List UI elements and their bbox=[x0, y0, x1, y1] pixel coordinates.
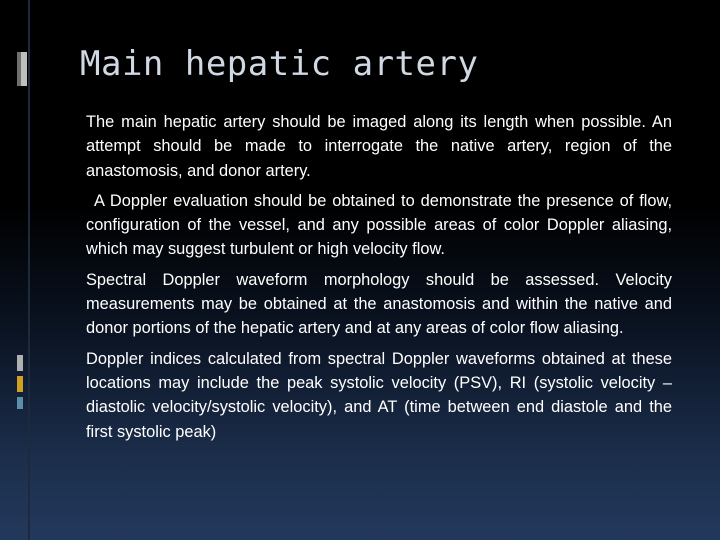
paragraph-spectral-waveform: Spectral Doppler waveform morphology should be assessed. Velocity measurements may be obtained at the anastomosis and within the native and donor portions of the hepatic artery and at any areas of color flow aliasing. bbox=[86, 270, 672, 338]
title-accent-block bbox=[17, 52, 27, 86]
accent-block-gray bbox=[17, 355, 23, 371]
paragraph-doppler-indices: Doppler indices calculated from spectral Doppler waveforms obtained at these locations may include the peak systolic velocity (PSV), RI (systolic velocity – diastolic velocity/systolic velocity), and AT (time between end diastole and the first systolic peak) bbox=[86, 349, 672, 441]
accent-block-gold bbox=[17, 376, 23, 392]
left-divider-line bbox=[28, 0, 30, 540]
slide-body bbox=[86, 110, 672, 450]
paragraph-doppler-evaluation: A Doppler evaluation should be obtained to demonstrate the presence of flow, configuration of the vessel, and any possible areas of color Doppler aliasing, which may suggest turbulent or high velocity flow. bbox=[86, 191, 672, 259]
accent-block-teal bbox=[17, 397, 23, 409]
slide-title: Main hepatic artery bbox=[80, 44, 479, 84]
paragraph-intro: The main hepatic artery should be imaged along its length when possible. An attempt should be made to interrogate the native artery, region of the anastomosis, and donor artery. bbox=[86, 113, 672, 180]
